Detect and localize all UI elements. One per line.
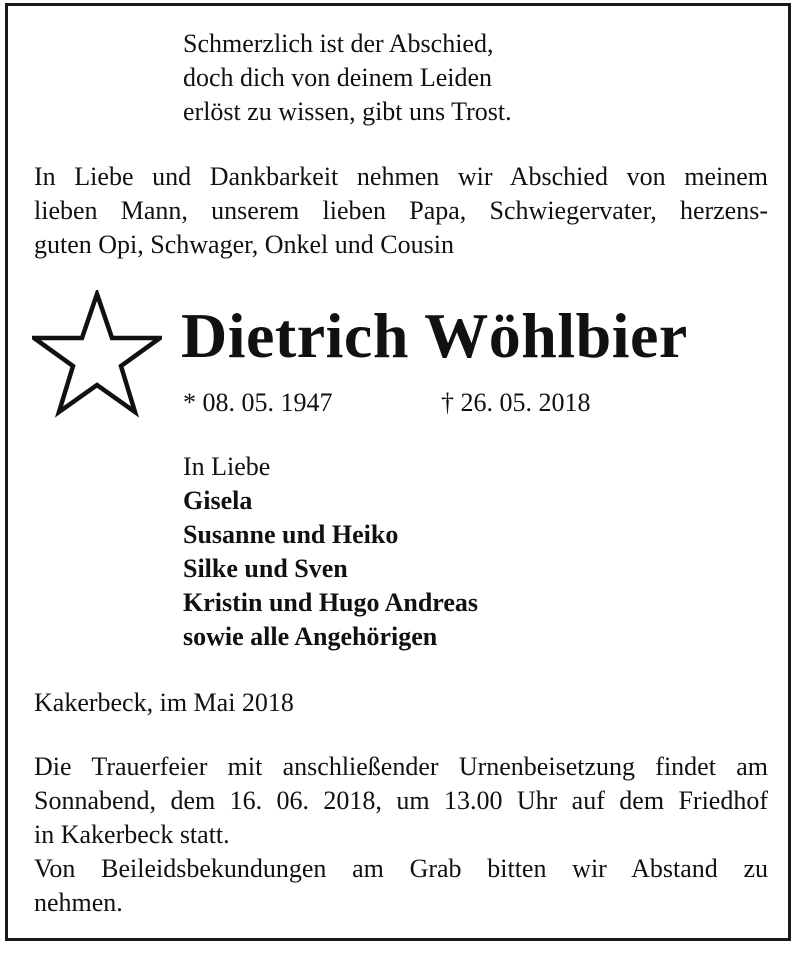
- motto-line: Schmerzlich ist der Abschied,: [183, 29, 494, 58]
- mourner-name: sowie alle Angehörigen: [183, 622, 438, 651]
- place-and-date: Kakerbeck, im Mai 2018: [34, 688, 294, 717]
- mourner-name: Gisela: [183, 486, 253, 515]
- notice-line: Die Trauerfeier mit anschließender Urnenbeisetzung findet am: [34, 752, 768, 781]
- funeral-notice: [34, 750, 768, 920]
- motto-line: erlöst zu wissen, gibt uns Trost.: [183, 97, 512, 126]
- deceased-name: Dietrich Wöhlbier: [181, 300, 688, 371]
- intro-line: guten Opi, Schwager, Onkel und Cousin: [34, 230, 454, 259]
- death-date: † 26. 05. 2018: [441, 388, 591, 417]
- intro-paragraph: [34, 160, 768, 262]
- mourners-heading: In Liebe: [183, 452, 271, 481]
- notice-line: Von Beileidsbekundungen am Grab bitten wir Abstand zu: [34, 854, 768, 883]
- intro-line: In Liebe und Dankbarkeit nehmen wir Abschied von meinem: [34, 162, 768, 191]
- motto-line: doch dich von deinem Leiden: [183, 63, 493, 92]
- mourner-name: Kristin und Hugo Andreas: [183, 588, 479, 617]
- birth-date: * 08. 05. 1947: [183, 388, 333, 417]
- mourner-name: Susanne und Heiko: [183, 520, 399, 549]
- notice-line: in Kakerbeck statt.: [34, 820, 230, 849]
- intro-line: lieben Mann, unserem lieben Papa, Schwiegervater, herzens-: [34, 196, 768, 225]
- mourner-name: Silke und Sven: [183, 554, 348, 583]
- star-icon: [32, 290, 162, 420]
- mourners-list: [183, 450, 743, 654]
- notice-line: nehmen.: [34, 888, 123, 917]
- motto-verse: [183, 27, 743, 129]
- notice-line: Sonnabend, dem 16. 06. 2018, um 13.00 Uhr auf dem Friedhof: [34, 786, 768, 815]
